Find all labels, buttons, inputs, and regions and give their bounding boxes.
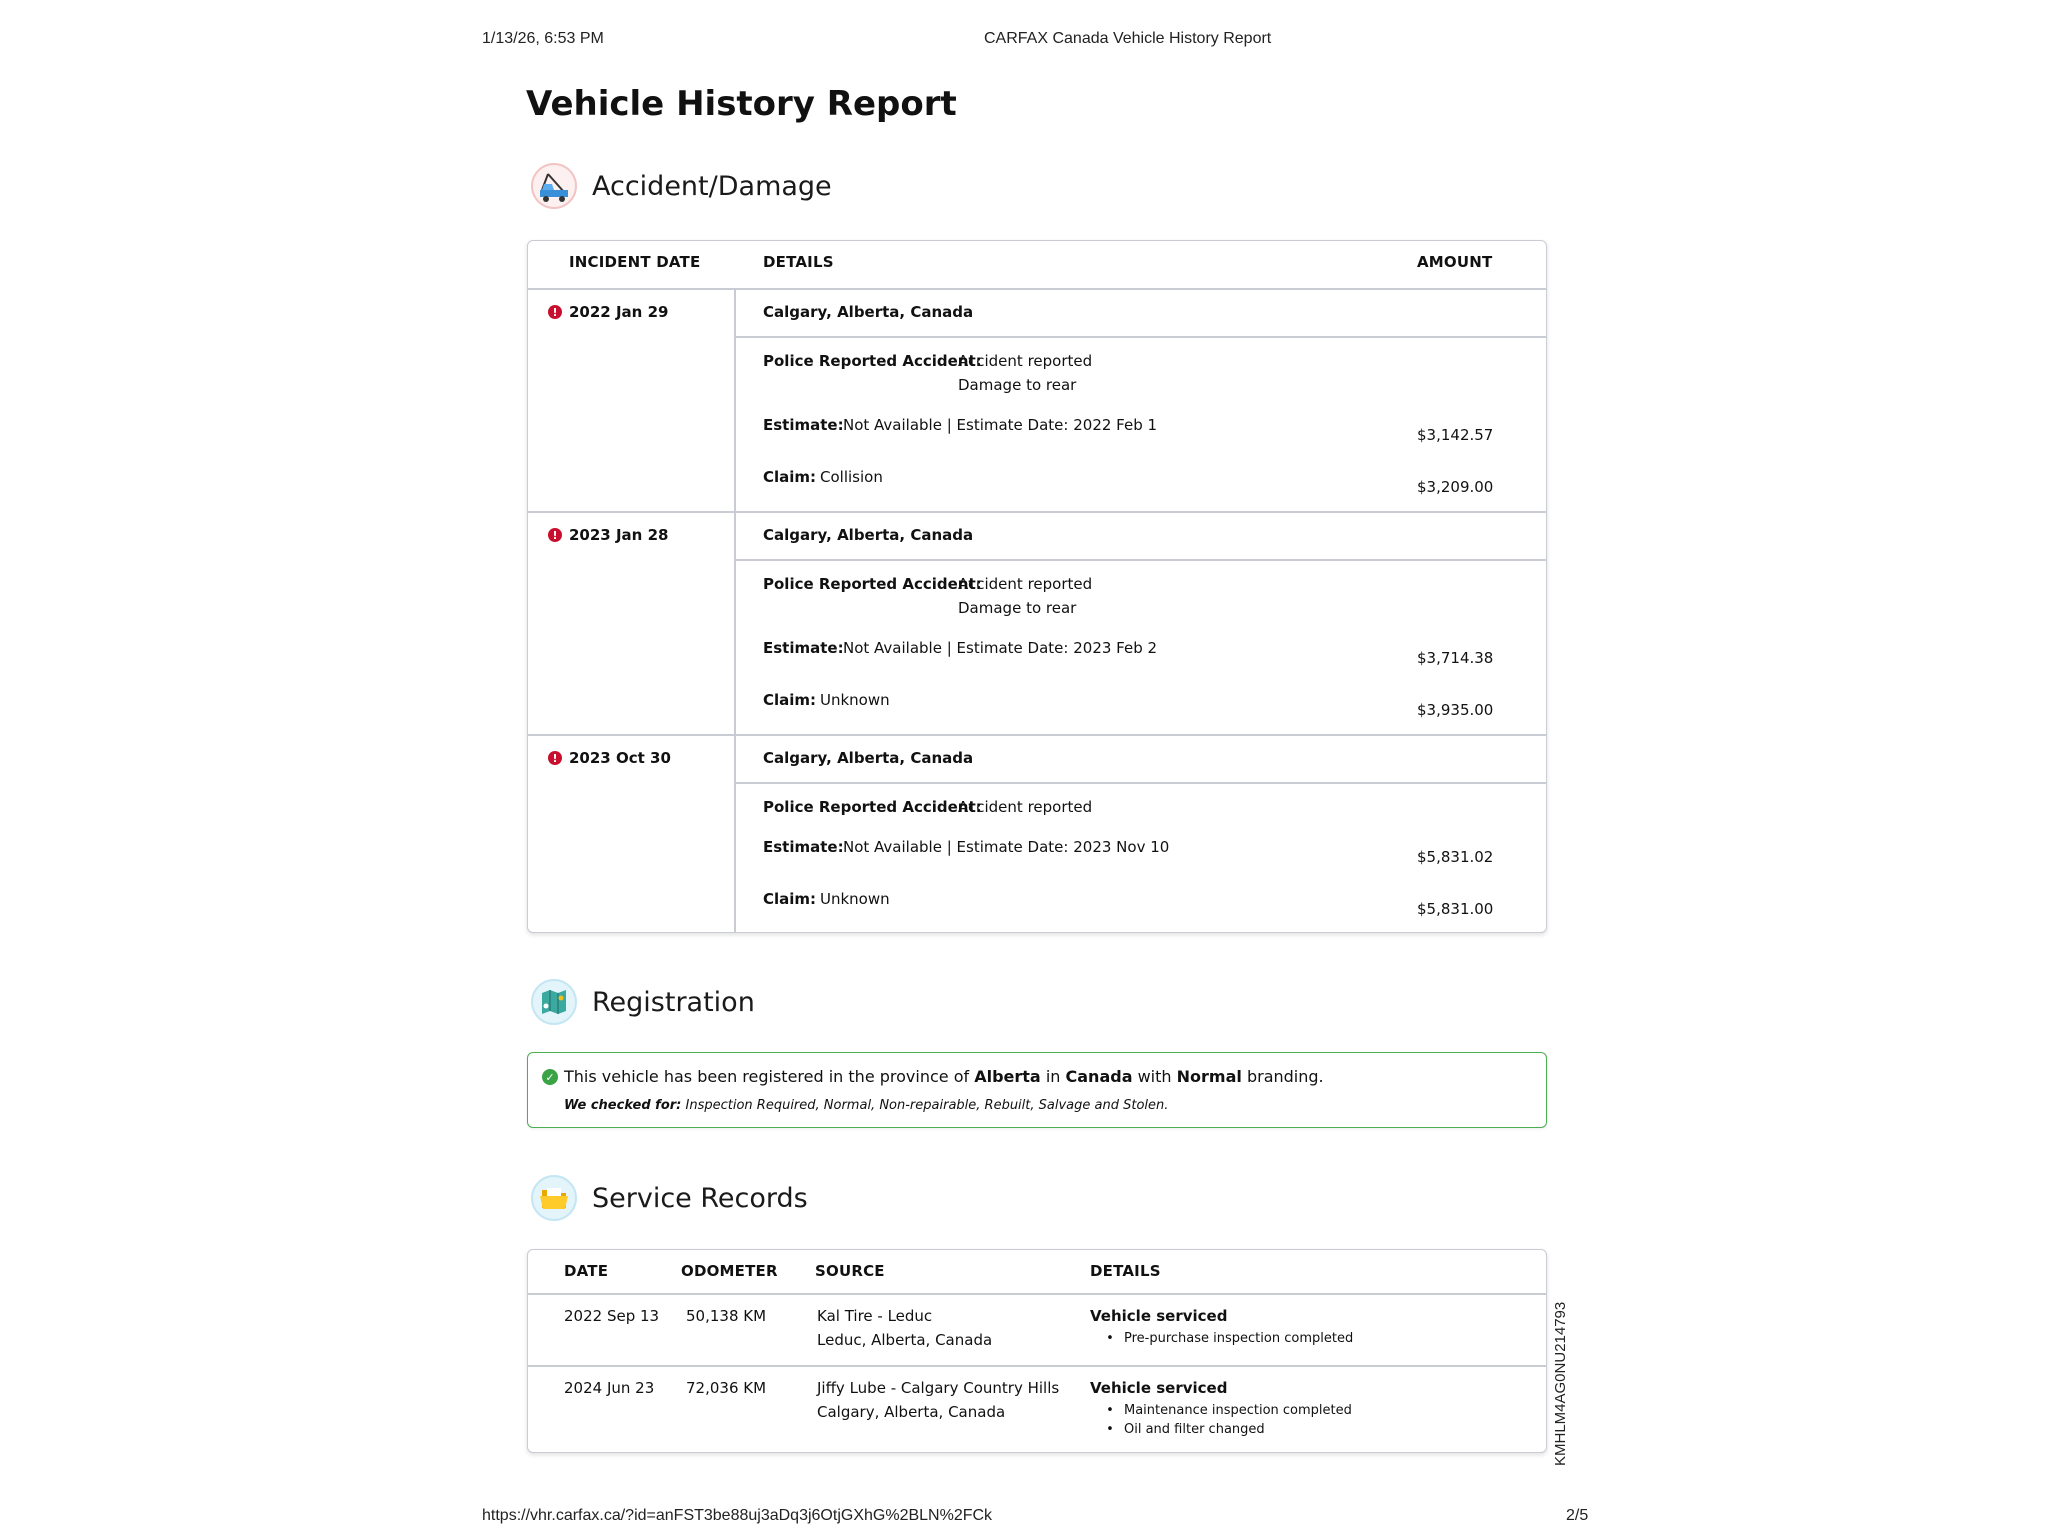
estimate-value: Not Available | Estimate Date: 2023 Feb 2: [843, 639, 1158, 657]
estimate-amount: $5,831.02: [1417, 848, 1494, 866]
incident-date-text: 2022 Jan 29: [569, 303, 669, 321]
claim-value: Unknown: [820, 691, 890, 709]
row-divider: [734, 336, 1546, 338]
incident-date-text: 2023 Jan 28: [569, 526, 669, 544]
column-header-date: DATE: [564, 1262, 609, 1280]
service-detail-list: [1090, 1401, 1352, 1439]
table-divider: [528, 511, 1546, 513]
estimate-amount: $3,142.57: [1417, 426, 1494, 444]
folder-icon: [530, 1174, 578, 1222]
print-header-title: CARFAX Canada Vehicle History Report: [984, 30, 1272, 47]
registration-text: This vehicle has been registered in the province of: [564, 1067, 970, 1086]
check-icon: ✓: [542, 1069, 558, 1085]
source-location: Calgary, Alberta, Canada: [817, 1403, 1006, 1421]
claim-label: Claim:: [763, 890, 817, 908]
police-report-value: Damage to rear: [958, 599, 1077, 617]
checked-for-label: We checked for:: [564, 1098, 682, 1113]
column-header-details: DETAILS: [763, 253, 834, 271]
registration-country: Canada: [1065, 1067, 1133, 1086]
incident-date: [548, 303, 668, 321]
service-date: 2024 Jun 23: [564, 1379, 655, 1397]
service-detail-title: Vehicle serviced: [1090, 1307, 1228, 1325]
service-odometer: 50,138 KM: [686, 1307, 767, 1325]
estimate-label: Estimate:: [763, 416, 844, 434]
table-divider: [528, 734, 1546, 736]
police-report-label: Police Reported Accident:: [763, 575, 982, 593]
claim-value: Collision: [820, 468, 883, 486]
service-source: [817, 1376, 1059, 1424]
claim-value: Unknown: [820, 890, 890, 908]
table-divider: [528, 288, 1546, 290]
registration-section-header: [530, 978, 755, 1026]
service-date: 2022 Sep 13: [564, 1307, 660, 1325]
service-odometer: 72,036 KM: [686, 1379, 767, 1397]
table-divider: [528, 1365, 1546, 1367]
police-report-value: Accident reported: [958, 798, 1093, 816]
column-header-amount: AMOUNT: [1417, 253, 1493, 271]
police-report-label: Police Reported Accident:: [763, 798, 982, 816]
accident-table: [527, 240, 1547, 933]
service-detail-title: Vehicle serviced: [1090, 1379, 1228, 1397]
police-report-value: Damage to rear: [958, 376, 1077, 394]
estimate-value: Not Available | Estimate Date: 2023 Nov 10: [843, 838, 1170, 856]
service-source: [817, 1304, 992, 1352]
service-detail-item: • Pre-purchase inspection completed: [1090, 1329, 1353, 1348]
claim-amount: $3,935.00: [1417, 701, 1494, 719]
incident-location: Calgary, Alberta, Canada: [763, 526, 974, 544]
estimate-label: Estimate:: [763, 639, 844, 657]
service-detail-list: [1090, 1329, 1353, 1348]
source-name: Kal Tire - Leduc: [817, 1307, 933, 1325]
registration-text: branding.: [1246, 1067, 1324, 1086]
alert-icon: !: [548, 528, 562, 542]
claim-amount: $5,831.00: [1417, 900, 1494, 918]
claim-amount: $3,209.00: [1417, 478, 1494, 496]
registration-checked-for: [564, 1098, 1168, 1113]
estimate-label: Estimate:: [763, 838, 844, 856]
police-report-label: Police Reported Accident:: [763, 352, 982, 370]
column-header-odometer: ODOMETER: [681, 1262, 778, 1280]
tow-truck-icon: [530, 162, 578, 210]
registration-section-title: Registration: [592, 986, 755, 1018]
column-divider: [734, 288, 736, 932]
claim-label: Claim:: [763, 691, 817, 709]
source-location: Leduc, Alberta, Canada: [817, 1331, 993, 1349]
alert-icon: !: [548, 751, 562, 765]
service-section-title: Service Records: [592, 1182, 808, 1214]
police-report-value: Accident reported: [958, 575, 1093, 593]
accident-section-title: Accident/Damage: [592, 170, 832, 202]
source-name: Jiffy Lube - Calgary Country Hills: [817, 1379, 1060, 1397]
table-divider: [528, 1293, 1546, 1295]
alert-icon: !: [548, 305, 562, 319]
vin-number: KMHLM4AG0NU214793: [1552, 1301, 1569, 1466]
column-header-incident-date: INCIDENT DATE: [569, 253, 701, 271]
print-footer-url: https://vhr.carfax.ca/?id=anFST3be88uj3aDq3j6OtjGXhG%2BLN%2FCk: [482, 1507, 993, 1524]
row-divider: [734, 559, 1546, 561]
column-header-details: DETAILS: [1090, 1262, 1161, 1280]
print-footer-page-number: 2/5: [1566, 1507, 1589, 1524]
service-detail-item: • Maintenance inspection completed: [1090, 1401, 1352, 1420]
estimate-amount: $3,714.38: [1417, 649, 1494, 667]
police-report-value: Accident reported: [958, 352, 1093, 370]
row-divider: [734, 782, 1546, 784]
estimate-value: Not Available | Estimate Date: 2022 Feb 1: [843, 416, 1158, 434]
accident-section-header: [530, 162, 832, 210]
incident-location: Calgary, Alberta, Canada: [763, 303, 974, 321]
incident-date: [548, 749, 671, 767]
incident-date: [548, 526, 668, 544]
service-section-header: [530, 1174, 808, 1222]
column-header-source: SOURCE: [815, 1262, 885, 1280]
registration-status-box: [527, 1052, 1547, 1128]
registration-province: Alberta: [974, 1067, 1041, 1086]
incident-date-text: 2023 Oct 30: [569, 749, 671, 767]
service-detail-item: • Oil and filter changed: [1090, 1420, 1352, 1439]
print-header-datetime: 1/13/26, 6:53 PM: [482, 30, 604, 47]
map-icon: [530, 978, 578, 1026]
registration-statement: [564, 1067, 1324, 1086]
registration-text: in: [1045, 1067, 1061, 1086]
page-title: Vehicle History Report: [526, 84, 957, 124]
registration-text: with: [1137, 1067, 1172, 1086]
incident-location: Calgary, Alberta, Canada: [763, 749, 974, 767]
service-records-table: [527, 1249, 1547, 1453]
checked-for-items: Inspection Required, Normal, Non-repairable, Rebuilt, Salvage and Stolen.: [685, 1098, 1169, 1113]
registration-branding: Normal: [1176, 1067, 1242, 1086]
claim-label: Claim:: [763, 468, 817, 486]
